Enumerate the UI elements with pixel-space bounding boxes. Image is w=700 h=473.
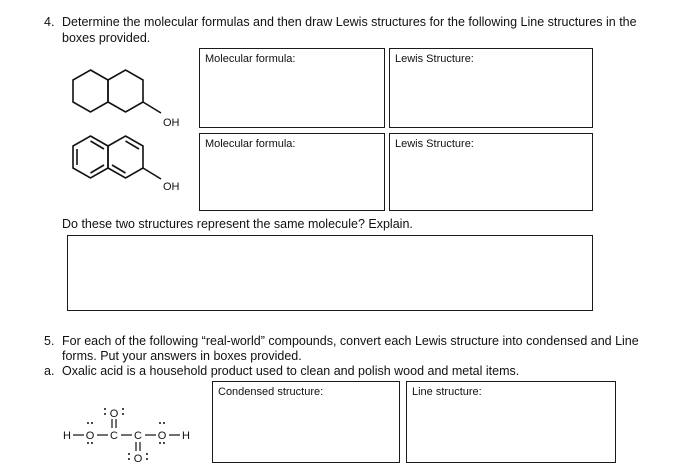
lewis-structure-label: Lewis Structure: — [395, 53, 474, 65]
hydroxyl-label-2: OH — [163, 181, 180, 193]
atom-c-right: C — [134, 430, 142, 442]
atom-o-top: O — [109, 408, 119, 420]
atom-o-left: O — [85, 430, 95, 442]
question-4-text-line2: boxes provided. — [62, 31, 151, 45]
part-a-text: Oxalic acid is a household product used to clean and polish wood and metal items. — [62, 364, 520, 378]
molecular-formula-box-2[interactable] — [199, 133, 385, 211]
bicyclic-ring-aromatic — [73, 136, 161, 179]
line-structure-2 — [60, 128, 200, 198]
condensed-structure-label: Condensed structure: — [218, 386, 324, 398]
question-4-text-line1: Determine the molecular formulas and then draw Lewis structures for the following Line structures in the — [62, 15, 637, 29]
atom-o-bottom: O — [133, 453, 143, 465]
bicyclic-ring-saturated — [73, 70, 161, 113]
oh-bond — [143, 102, 161, 113]
atom-o-right: O — [157, 430, 167, 442]
same-molecule-question: Do these two structures represent the same molecule? Explain. — [62, 217, 413, 231]
question-5-number: 5. — [44, 334, 55, 348]
atom-c-left: C — [110, 430, 118, 442]
question-5-text-line1: For each of the following “real-world” compounds, convert each Lewis structure into condensed and Line — [62, 334, 639, 348]
lewis-structure-box-1[interactable] — [389, 48, 593, 128]
question-4-number: 4. — [44, 15, 55, 29]
line-structure-label: Line structure: — [412, 386, 482, 398]
question-5-text-line2: forms. Put your answers in boxes provided. — [62, 349, 302, 363]
hydroxyl-label-1: OH — [163, 117, 180, 129]
lewis-structure-label: Lewis Structure: — [395, 138, 474, 150]
molecular-formula-label: Molecular formula: — [205, 53, 296, 65]
part-a-letter: a. — [44, 364, 55, 378]
molecular-formula-label: Molecular formula: — [205, 138, 296, 150]
oxalic-acid-lewis-structure — [60, 402, 195, 466]
lone-pairs — [87, 408, 165, 460]
atom-h-right: H — [182, 430, 190, 442]
oh-bond — [143, 168, 161, 179]
explanation-answer-box[interactable] — [67, 235, 593, 311]
condensed-structure-box[interactable] — [212, 381, 400, 463]
atom-h-left: H — [63, 430, 71, 442]
lewis-structure-box-2[interactable] — [389, 133, 593, 211]
molecular-formula-box-1[interactable] — [199, 48, 385, 128]
line-structure-1 — [60, 60, 200, 132]
line-structure-box[interactable] — [406, 381, 616, 463]
